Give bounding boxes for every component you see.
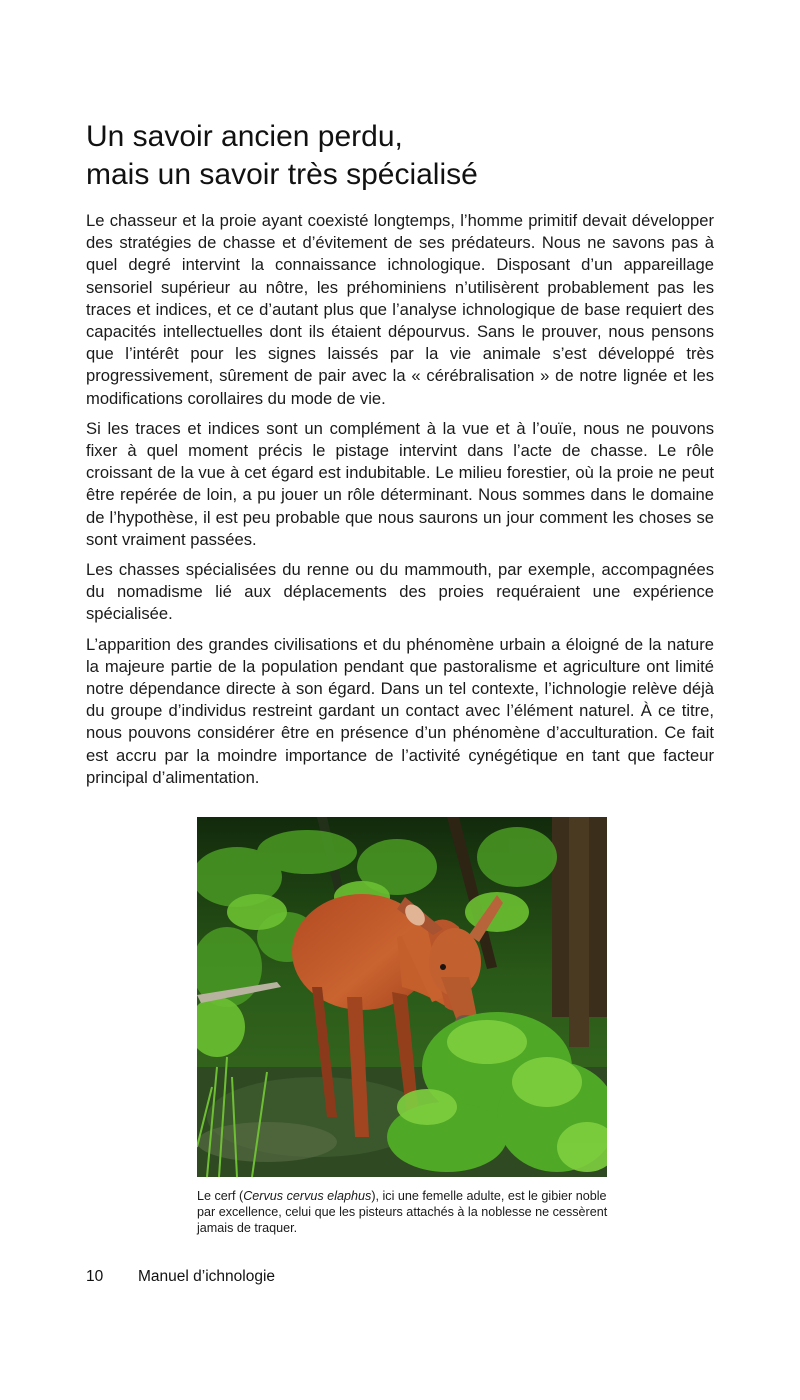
title-line-1: Un savoir ancien perdu,: [86, 120, 403, 153]
paragraph-3: Les chasses spécialisées du renne ou du mammouth, par exemple, accompagnées du nomadisme lié aux déplacements des proies requéraient une expérience spécialisée.: [86, 560, 714, 624]
deer-illustration: [197, 817, 607, 1177]
caption-text-after: ), ici une femelle adulte, est le gibier noble par excellence, celui que les pisteurs attachés à la noblesse ne cessèrent jamais de traquer.: [197, 1189, 608, 1235]
book-title: Manuel d’ichnologie: [138, 1268, 276, 1285]
paragraph-4: L’apparition des grandes civilisations et du phénomène urbain a éloigné de la nature la majeure partie de la population pendant que pastoralisme et agriculture ont limité notre dépendance directe à son égard. Dans un tel contexte, l’ichnologie relève déjà du groupe d’individus restreint gardant un contact avec l’élément naturel. À ce titre, nous pouvons considérer être en présence d’un phénomène d’acculturation. Ce fait est accru par la moindre importance de l’activité cynégétique en tant que facteur principal d’alimentation.: [86, 634, 714, 787]
caption-text-before: Le cerf (: [197, 1189, 244, 1203]
caption-species: Cervus cervus elaphus: [243, 1189, 372, 1203]
page-title: [86, 118, 726, 194]
deer-photo: [197, 817, 607, 1177]
body-text: [86, 210, 714, 797]
paragraph-1: Le chasseur et la proie ayant coexisté longtemps, l’homme primitif devait développer des stratégies de chasse et d’évitement de ses prédateurs. Nous ne savons pas à quel degré intervint la connaissance ichnologique. Disposant d’un appareillage sensoriel supérieur au nôtre, les préhominiens n’utilisèrent probablement pas les traces et indices, et ce d’autant plus que l’analyse ichnologique de base requiert des capacités intellectuelles dont ils étaient dépourvus. Sans le prouver, nous pensons que l’intérêt pour les signes laissés par la vie animale s’est développé très progressivement, sûrement de pair avec la « cérébralisation » de notre lignée et les modifications corollaires du mode de vie.: [86, 211, 714, 408]
photo-caption: [197, 1188, 612, 1236]
title-line-2: mais un savoir très spécialisé: [86, 158, 478, 191]
page-footer: [86, 1268, 275, 1286]
paragraph-2: Si les traces et indices sont un complément à la vue et à l’ouïe, nous ne pouvons fixer à quel moment précis le pistage intervint dans l’acte de chasse. Le rôle croissant de la vue à cet égard est indubitable. Le milieu forestier, où la proie ne peut être repérée de loin, a pu jouer un rôle déterminant. Nous sommes dans le domaine de l’hypothèse, il est peu probable que nous saurons un jour comment les choses se sont vraiment passées.: [86, 418, 714, 549]
page-number: 10: [86, 1268, 104, 1285]
